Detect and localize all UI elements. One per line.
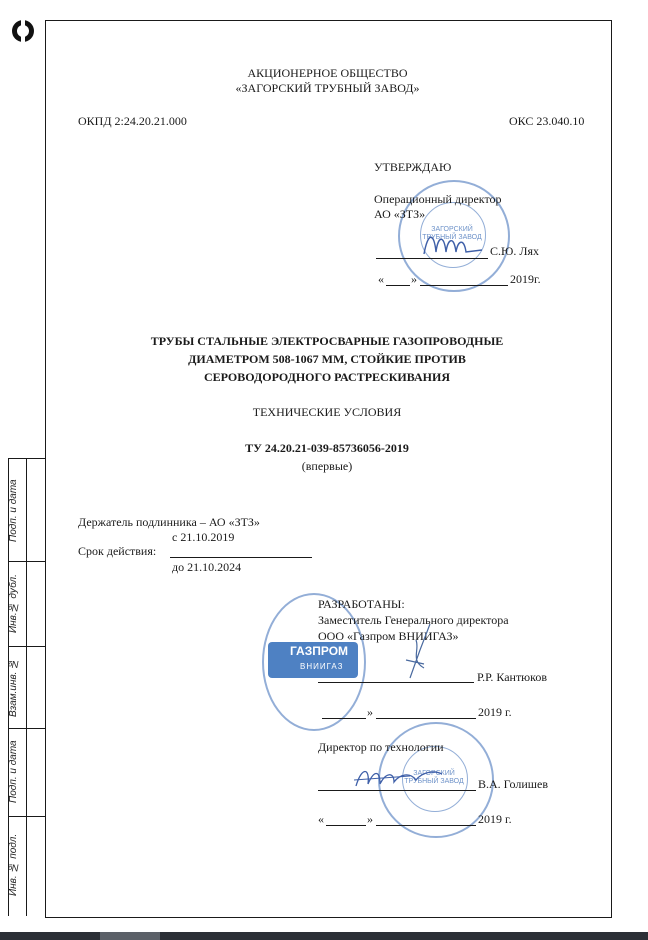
developed-signature2-icon (350, 760, 446, 794)
doc-code: ТУ 24.20.21-039-85736056-2019 (245, 441, 409, 455)
gazprom-stamp-text: ГАЗПРОМ (290, 644, 349, 658)
developed-date2-open: « (318, 812, 324, 826)
developed-year2: 2019 г. (478, 812, 512, 826)
side-label-replace-inv: Взам.инв. № (8, 657, 19, 717)
developed-position: Заместитель Генерального директора (318, 613, 509, 627)
developed-day2-line (326, 825, 366, 826)
oks-code: ОКС 23.040.10 (509, 114, 585, 128)
bottom-scrollbar[interactable] (0, 932, 648, 940)
developed-date-close: » (367, 705, 373, 719)
approve-signature-icon (420, 226, 490, 262)
developed-position2: Директор по технологии (318, 740, 444, 754)
developed-company: ООО «Газпром ВНИИГАЗ» (318, 629, 459, 643)
approve-company: АО «ЗТЗ» (374, 207, 426, 221)
ztz-stamp-bottom-text: ЗАГОРСКИЙ ТРУБНЫЙ ЗАВОД (404, 770, 464, 785)
developed-name: Р.Р. Кантюков (477, 670, 548, 684)
doc-title-line3: СЕРОВОДОРОДНОГО РАСТРЕСКИВАНИЯ (204, 370, 450, 384)
side-label-orig-inv: Инв. № подл. (8, 833, 19, 897)
scrollbar-thumb[interactable] (100, 932, 160, 940)
approve-date-open: « (378, 272, 384, 286)
validity-label: Срок действия: (78, 544, 157, 558)
approve-name: С.Ю. Лях (490, 244, 539, 258)
approve-title: УТВЕРЖДАЮ (374, 160, 452, 174)
doc-title-line2: ДИАМЕТРОМ 508-1067 ММ, СТОЙКИЕ ПРОТИВ (188, 352, 466, 366)
gazprom-stamp-subtext: ВНИИГАЗ (300, 662, 344, 671)
developed-date2-close: » (367, 812, 373, 826)
doc-title-line1: ТРУБЫ СТАЛЬНЫЕ ЭЛЕКТРОСВАРНЫЕ ГАЗОПРОВОДНЫЕ (150, 334, 504, 348)
doc-note: (впервые) (301, 459, 353, 473)
brand-logo-icon (10, 18, 36, 44)
org-name-line2: «ЗАГОРСКИЙ ТРУБНЫЙ ЗАВОД» (235, 81, 420, 95)
developed-day-line (322, 718, 366, 719)
holder-line: Держатель подлинника – АО «ЗТЗ» (78, 515, 260, 529)
validity-until: до 21.10.2024 (172, 560, 242, 574)
developed-name2: В.А. Голишев (478, 777, 549, 791)
holder-since: с 21.10.2019 (172, 530, 235, 544)
ztz-stamp-approve-text: ЗАГОРСКИЙ ТРУБНЫЙ ЗАВОД (422, 226, 482, 241)
approve-day-line (386, 285, 410, 286)
side-stamp-table (8, 458, 45, 916)
okpd-code: ОКПД 2:24.20.21.000 (78, 114, 187, 128)
side-label-sign-date-2: Подп. и дата (8, 740, 19, 804)
developed-month-line (376, 718, 476, 719)
doc-type: ТЕХНИЧЕСКИЕ УСЛОВИЯ (252, 405, 402, 419)
developed-title: РАЗРАБОТАНЫ: (318, 597, 405, 611)
approve-date-close: » (411, 272, 417, 286)
developed-month2-line (376, 825, 476, 826)
approve-month-line (420, 285, 508, 286)
side-label-dup-inv: Инв.№ дубл. (8, 574, 19, 634)
approve-position: Операционный директор (374, 192, 502, 206)
side-label-sign-date-1: Подп. и дата (8, 479, 19, 543)
org-name-line1: АКЦИОНЕРНОЕ ОБЩЕСТВО (247, 66, 408, 80)
validity-line (170, 557, 312, 558)
approve-year: 2019г. (510, 272, 541, 286)
developed-year: 2019 г. (478, 705, 512, 719)
developed-signature-icon (380, 620, 440, 684)
